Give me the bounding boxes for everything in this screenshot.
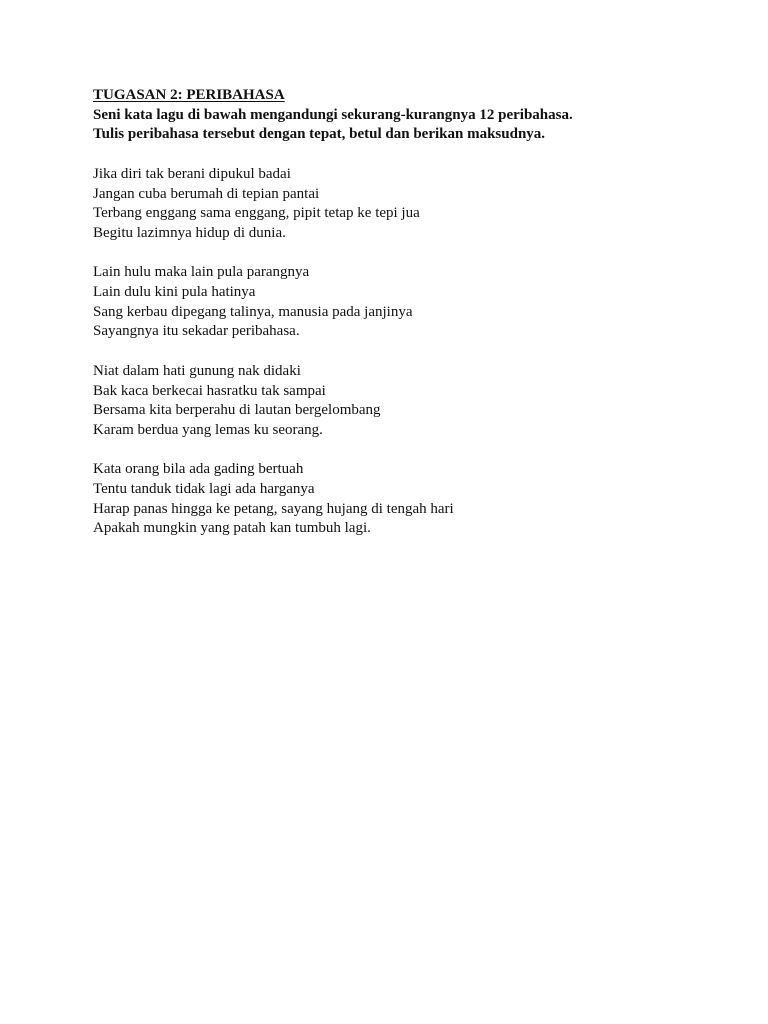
lyric-line: Begitu lazimnya hidup di dunia. <box>93 224 286 241</box>
lyric-line: Lain hulu maka lain pula parangnya <box>93 264 310 281</box>
lyric-stanza <box>93 362 733 441</box>
lyric-line: Lain dulu kini pula hatinya <box>93 284 256 300</box>
instruction-line: Tulis peribahasa tersebut dengan tepat, betul dan berikan maksudnya. <box>93 126 546 143</box>
lyric-line: Apakah mungkin yang patah kan tumbuh lagi. <box>93 520 371 537</box>
lyric-line: Bak kaca berkecai hasratku tak sampai <box>93 382 326 399</box>
lyric-stanza <box>93 165 733 244</box>
document-page <box>93 86 733 539</box>
assignment-heading: TUGASAN 2: PERIBAHASA <box>93 87 285 103</box>
lyric-line: Jangan cuba berumah di tepian pantai <box>93 185 320 202</box>
lyric-stanza <box>93 460 733 539</box>
lyric-line: Tentu tanduk tidak lagi ada harganya <box>93 481 315 497</box>
lyric-line: Sayangnya itu sekadar peribahasa. <box>93 323 300 340</box>
lyric-line: Terbang enggang sama enggang, pipit tetap ke tepi jua <box>93 205 420 222</box>
lyric-line: Jika diri tak berani dipukul badai <box>93 165 291 182</box>
lyric-line: Bersama kita berperahu di lautan bergelombang <box>93 402 381 419</box>
lyric-line: Niat dalam hati gunung nak didaki <box>93 362 301 379</box>
lyric-line: Karam berdua yang lemas ku seorang. <box>93 421 323 438</box>
lyric-line: Harap panas hingga ke petang, sayang hujang di tengah hari <box>93 500 454 517</box>
lyric-line: Kata orang bila ada gading bertuah <box>93 461 304 478</box>
instruction-line: Seni kata lagu di bawah mengandungi sekurang-kurangnya 12 peribahasa. <box>93 106 573 123</box>
lyric-line: Sang kerbau dipegang talinya, manusia pada janjinya <box>93 303 413 320</box>
lyric-stanza <box>93 263 733 342</box>
